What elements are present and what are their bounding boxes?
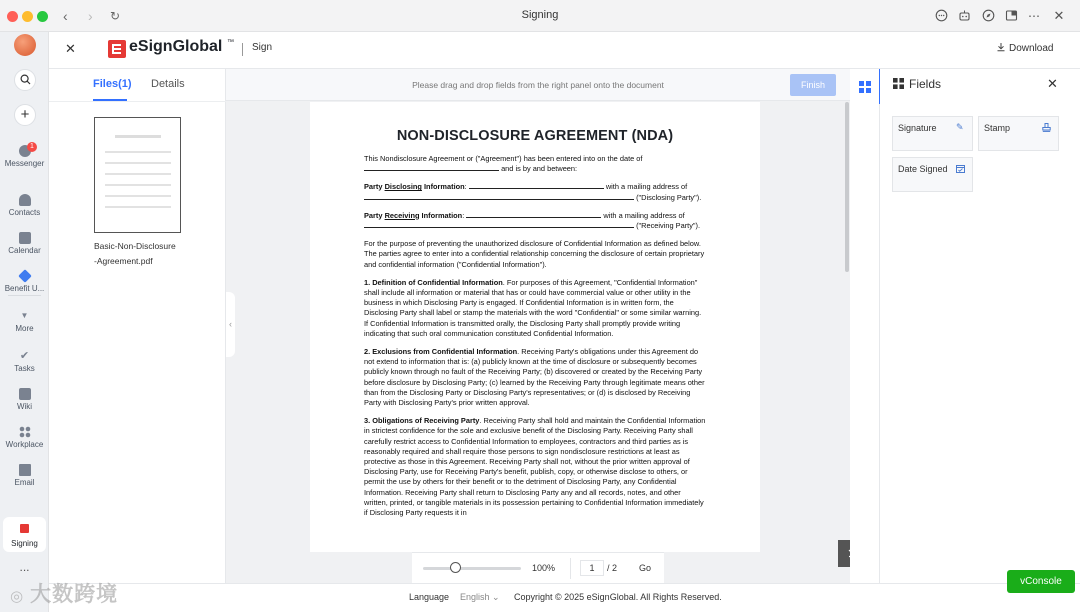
footer xyxy=(49,583,1080,612)
brand-name: eSignGlobal xyxy=(129,38,223,55)
tab-details[interactable]: Details xyxy=(151,78,185,90)
sidebar-item-label: Calendar xyxy=(8,246,41,255)
brand-trademark: ™ xyxy=(227,39,234,46)
search-button[interactable] xyxy=(14,69,36,91)
section-1-paragraph xyxy=(364,278,706,339)
page-number-input[interactable]: 1 xyxy=(580,560,604,576)
doc-text: Receiving xyxy=(384,210,420,220)
field-label: Date Signed xyxy=(898,164,948,174)
doc-text: Information xyxy=(421,210,463,220)
date-blank xyxy=(364,164,499,171)
more-icon[interactable]: ⋯ xyxy=(1028,9,1040,23)
divider xyxy=(8,295,41,296)
doc-text: with a mailing address of xyxy=(605,182,688,192)
collapse-panel-handle[interactable]: ‹ xyxy=(226,292,235,357)
robot-icon[interactable] xyxy=(957,9,971,23)
doc-text: ("Disclosing Party"). xyxy=(636,192,702,202)
finish-button[interactable]: Finish xyxy=(790,74,836,96)
sidebar-item-label: More xyxy=(15,324,34,333)
watermark xyxy=(10,578,118,608)
chevron-down-icon: ▼ xyxy=(20,311,29,320)
diamond-icon xyxy=(18,269,32,283)
document-title: NON-DISCLOSURE AGREEMENT (NDA) xyxy=(396,128,674,144)
stamp-icon xyxy=(1042,123,1051,132)
purpose-paragraph: For the purpose of preventing the unauthorized disclosure of Confidential Information as defined below. The parties agree to enter into a confidential relationship concerning the disclosure of certain proprietary and confidential information ("Confidential Information"). xyxy=(364,239,705,269)
brand-logo-icon xyxy=(108,40,126,58)
file-name[interactable] xyxy=(94,239,176,269)
fields-panel xyxy=(880,69,1080,583)
field-stamp[interactable] xyxy=(978,116,1059,151)
forward-arrow-icon[interactable]: › xyxy=(88,8,93,24)
doc-text: Information xyxy=(424,182,465,192)
file-name-line: Basic-Non-Disclosure xyxy=(94,241,176,251)
intro-paragraph xyxy=(364,154,706,174)
name-blank xyxy=(469,182,604,189)
tab-files[interactable]: Files(1) xyxy=(93,78,132,90)
language-select[interactable] xyxy=(460,592,500,603)
section-3-paragraph xyxy=(364,416,706,518)
grid-icon xyxy=(893,78,904,89)
app-sidebar xyxy=(0,32,49,612)
document-viewer xyxy=(226,69,850,583)
file-name-line: -Agreement.pdf xyxy=(94,256,153,266)
calendar-icon xyxy=(956,164,965,173)
section-heading: 3. Obligations of Receiving Party xyxy=(364,416,480,426)
calendar-icon xyxy=(19,232,31,244)
right-tab-strip xyxy=(850,69,880,583)
language-label: Language xyxy=(409,592,450,602)
more-apps-button[interactable]: ... xyxy=(19,560,30,574)
doc-text: ("Receiving Party"). xyxy=(636,221,701,231)
doc-text: . Receiving Party shall hold and maintain the Confidential Information in strictest confidence for the sole and exclusive benefit of the Disclosing Party. Receiving Party shall carefully restrict access to Confidential Information to employees, contractors and third parties as is reasonably required and shall require those persons to sign nondisclosure restrictions at least as protective as those in this Agreement. Receiving Party shall not, without the prior written approval of Disclosing Party, use for Receiving Party's benefit, publish, copy, or otherwise disclose to others, or permit the use by others for their benefit or to the detriment of Disclosing Party, any Confidential Information. Receiving Party shall return to Disclosing Party any and all records, notes, and other written, printed, or tangible materials in its possession pertaining to Confidential Information immediately if Disclosing Party requests it in xyxy=(364,416,706,518)
sidebar-item-calendar[interactable] xyxy=(0,232,49,255)
close-icon[interactable]: ✕ xyxy=(1047,76,1058,91)
watermark-logo-icon: ◎ xyxy=(10,588,25,605)
zoom-slider-track[interactable] xyxy=(423,567,521,570)
fields-title: Fields xyxy=(909,77,942,91)
check-icon: ✔ xyxy=(19,350,30,362)
field-signature[interactable] xyxy=(892,116,973,151)
go-button[interactable]: Go xyxy=(639,563,652,573)
sidebar-item-label: Tasks xyxy=(14,364,35,373)
zoom-value: 100% xyxy=(532,563,556,573)
doc-text: . Receiving Party's obligations under this Agreement do not extend to information that is: (a) publicly known at the time of disclosure or subsequently becomes publicly known through no fault of the Receiving Party; (b) discovered or created by the Receiving Party before disclosure by Disclosing Party; (c) learned by the Receiving Party through legitimate means other than from the Disclosing Party or Disclosing Party's representatives; or (d) is disclosed by Receiving Party with Disclosing Party's prior written approval. xyxy=(364,347,705,408)
party-disclosing-paragraph: Party Disclosing Information: with a mailing address of ("Disclosing Party"). xyxy=(364,182,702,202)
divider xyxy=(49,101,226,102)
chevron-down-icon: ⌄ xyxy=(492,592,500,602)
app-header xyxy=(49,32,1080,69)
grid-icon[interactable] xyxy=(859,81,871,93)
download-label: Download xyxy=(1009,43,1054,54)
doc-text: and is by and between: xyxy=(501,164,578,174)
sidebar-item-wiki[interactable] xyxy=(0,388,49,411)
back-arrow-icon[interactable]: ‹ xyxy=(63,8,68,24)
doc-text: . For purposes of this Agreement, "Confidential Information" shall include all information or material that has or could have commercial value or other utility in the business in which Disclosing Party is engaged. If Confidential Information is in written form, the Disclosing Party shall label or stamp the materials with the word "Confidential" or some similar warning. If Confidential Information is transmitted orally, the Disclosing Party shall promptly provide writing indicating that such oral communication constituted Confidential Information. xyxy=(364,277,702,338)
close-icon[interactable]: ✕ xyxy=(65,41,76,56)
mail-icon xyxy=(19,464,31,476)
vertical-scrollbar[interactable] xyxy=(845,102,849,272)
language-value: English xyxy=(460,592,490,602)
compass-icon[interactable] xyxy=(981,9,995,23)
close-icon[interactable]: ✕ xyxy=(1053,8,1065,23)
section-2-paragraph xyxy=(364,347,706,408)
title-bar xyxy=(0,0,1080,32)
doc-text: This Nondisclosure Agreement or ("Agreement") has been entered into on the date of xyxy=(364,154,643,163)
hint-bar xyxy=(226,69,850,101)
doc-text: with a mailing address of xyxy=(603,210,685,220)
sidebar-item-contacts[interactable] xyxy=(0,194,49,217)
pen-icon: ✎ xyxy=(956,122,964,132)
field-label: Stamp xyxy=(984,123,1011,133)
sidebar-item-messenger[interactable] xyxy=(0,145,49,168)
avatar[interactable] xyxy=(14,34,36,56)
sidebar-item-label: Contacts xyxy=(8,208,41,217)
window-split-icon[interactable] xyxy=(1004,9,1018,23)
files-panel xyxy=(49,69,226,583)
window-title: Signing xyxy=(521,9,559,21)
grid-icon xyxy=(19,426,31,438)
sidebar-item-label: Signing xyxy=(11,539,38,548)
file-thumbnail[interactable] xyxy=(94,117,181,233)
copyright-text: Copyright © 2025 eSignGlobal. All Rights Reserved. xyxy=(514,592,722,602)
sidebar-item-tasks[interactable] xyxy=(0,350,49,373)
download-icon xyxy=(996,42,1006,52)
field-label: Signature xyxy=(898,123,937,133)
section-heading: 1. Definition of Confidential Information xyxy=(364,277,503,287)
drag-hint-text: Please drag and drop fields from the right panel onto the document xyxy=(412,80,664,90)
sidebar-item-email[interactable] xyxy=(0,464,49,487)
sidebar-item-label: Workplace xyxy=(5,440,44,449)
vconsole-button[interactable]: vConsole xyxy=(1007,570,1075,593)
notification-badge: 1 xyxy=(27,142,37,152)
sidebar-item-label: Benefit U... xyxy=(4,284,45,293)
download-button[interactable] xyxy=(996,42,1053,54)
total-pages: / 2 xyxy=(607,563,618,573)
sidebar-item-label: Wiki xyxy=(16,402,33,411)
document-page[interactable] xyxy=(310,102,760,552)
add-button[interactable]: + xyxy=(14,104,36,126)
contacts-icon xyxy=(19,194,31,206)
esign-icon xyxy=(20,524,29,533)
sidebar-item-label: Messenger xyxy=(4,159,45,168)
sidebar-item-benefit[interactable] xyxy=(0,270,49,293)
book-icon xyxy=(19,388,31,400)
address-blank xyxy=(364,193,634,200)
header-divider xyxy=(242,43,243,56)
zoom-toolbar xyxy=(412,552,664,583)
doc-text: Party xyxy=(364,210,383,220)
refresh-icon[interactable]: ↻ xyxy=(110,9,121,23)
section-heading: 2. Exclusions from Confidential Information xyxy=(364,347,518,357)
party-receiving-paragraph: Party Receiving Information: with a mailing address of ("Receiving Party"). xyxy=(364,210,701,231)
address-blank xyxy=(364,221,634,228)
field-date-signed[interactable] xyxy=(892,157,973,192)
doc-text: Party xyxy=(364,182,383,192)
divider xyxy=(570,558,571,579)
sidebar-item-workplace[interactable] xyxy=(0,426,49,449)
sidebar-item-signing[interactable] xyxy=(3,517,46,552)
watermark-text: 大数跨境 xyxy=(30,583,119,606)
name-blank xyxy=(466,211,601,218)
sidebar-item-label: Email xyxy=(14,478,35,487)
section-title: Sign xyxy=(252,42,273,53)
doc-text: Disclosing xyxy=(384,182,422,192)
search-icon xyxy=(20,74,31,85)
sidebar-item-more[interactable] xyxy=(0,310,49,333)
zoom-slider-handle[interactable] xyxy=(450,562,461,573)
comment-icon[interactable] xyxy=(934,9,948,23)
